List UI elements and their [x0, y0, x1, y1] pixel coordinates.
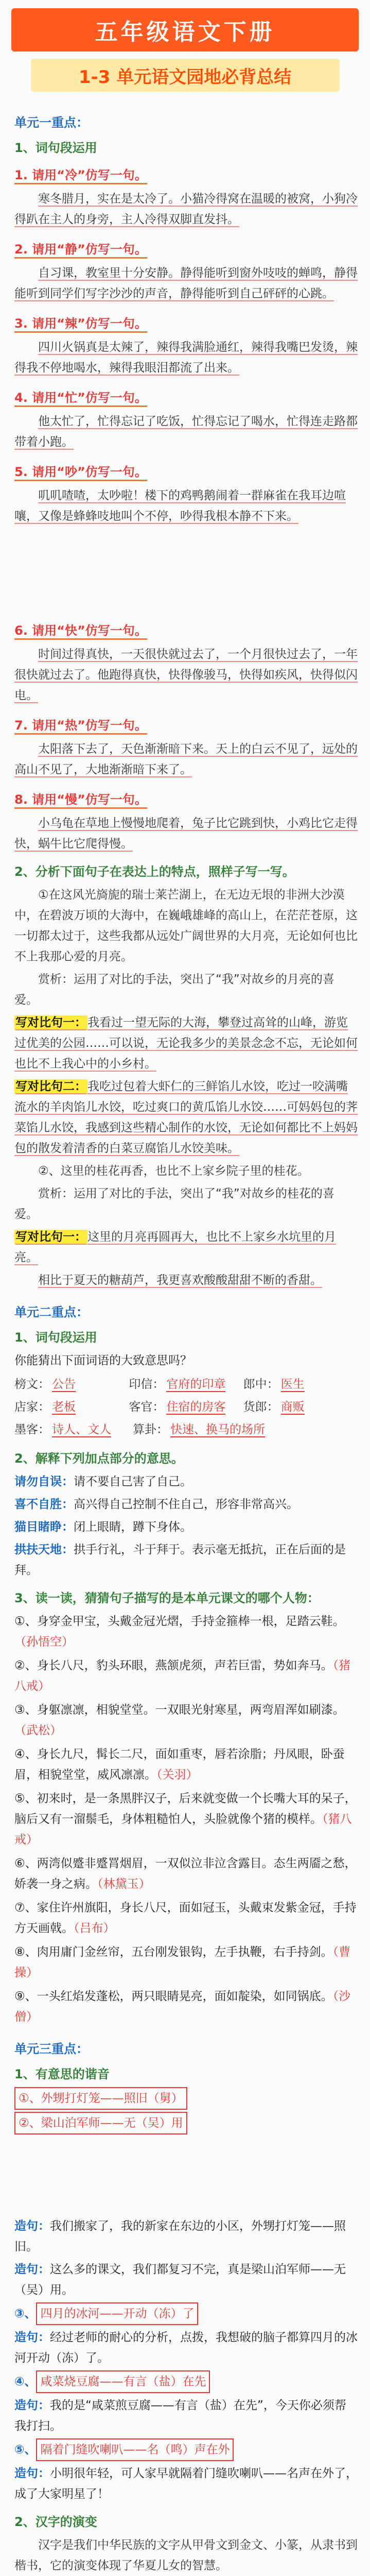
item-text: 小乌龟在草地上慢慢地爬着，兔子比它跳到快，小鸡比它走得快，蜗牛比它爬得慢。 [14, 817, 358, 851]
pun-sentence: 造句：我们搬家了，我的新家在东边的小区，外甥打灯笼——照旧。 [14, 2219, 346, 2253]
blank-gap [14, 2137, 358, 2214]
definition: 拱扶天地：拱手行礼，斗于拜于。表示毫无抵抗，正在后面的是拜。 [14, 1543, 346, 1577]
item-text: 自习课，教室里十分安静。静得能听到窗外吱吱的蝉鸣，静得能听到同学们写字沙沙的声音，静得能听到自己砰砰的心跳。 [14, 266, 358, 300]
unit2-sec1: 1、词句段运用 [14, 1330, 97, 1345]
character-desc: ⑦、家住许州旗阳，身长八尺，面如冠玉，头戴束发紫金冠，手持方天画戟。（吕布） [14, 1901, 357, 1935]
evolution-intro: 汉字是我们中华民族的文字从甲骨文到金文、小篆，从隶书到楷书，它的演变体现了华夏儿女的智慧。 [14, 2538, 358, 2572]
character-desc: ①、身穿金甲宝，头戴金冠光熠，手持金箍棒一根，足踏云鞋。（孙悟空） [14, 1615, 345, 1649]
character-desc: ⑥、两湾似蹙非蹙罥烟眉，一双似泣非泣含露目。态生两靥之愁，娇袭一身之病。（林黛玉） [14, 1857, 357, 1891]
pun-sentence: ④、 咸菜烧豆腐——有言（盐）在先 [14, 2370, 358, 2393]
item-head: 7. 请用“热”仿写一句。 [14, 715, 358, 735]
item-text: 叽叽喳喳，太吵啦！楼下的鸡鸭鹅闹着一群麻雀在我耳边喧嚷，又像是蜂蜂吱地叫个不停，吵得我根本静不下来。 [14, 489, 346, 523]
unit1-sec2: 2、分析下面句子在表达上的特点，照样子写一写。 [14, 865, 295, 879]
example-note: 赏析：运用了对比的手法，突出了“我”对故乡的桂花的喜爱。 [14, 1187, 334, 1221]
example-note: 赏析：运用了对比的手法，突出了“我”对故乡的月亮的喜爱。 [14, 973, 334, 1007]
item-text: 他太忙了，忙得忘记了吃饭，忙得忘记了喝水，忙得连走路都带着小跑。 [14, 415, 358, 449]
item-head: 3. 请用“辣”仿写一句。 [14, 313, 358, 333]
pun-sentence: 造句：小明很年轻，可人家早就隔着门缝吹喇叭——名声在外了，成了大家明星了！ [14, 2467, 358, 2501]
definition: 喜不自胜：高兴得自己控制不住自己，形容非常高兴。 [14, 1498, 298, 1511]
pun-sentence: ⑤、 隔着门缝吹喇叭——名（鸣）声在外 [14, 2438, 358, 2461]
main-content [0, 92, 370, 2576]
write-sentence: 写对比句一：我看过一望无际的大海，攀登过高耸的山峰，游览过优美的公园……可以说，无论我多少的美景念念不忘，无论如何也比不上我心中的小乡村。 [14, 1016, 358, 1071]
item-head: 8. 请用“慢”仿写一句。 [14, 789, 358, 809]
item-text: 寒冬腊月，实在是太冷了。小猫冷得窝在温暖的被窝，小狗冷得趴在主人的身旁，主人冷得双脚直发抖。 [14, 192, 358, 226]
unit3-sec2: 2、汉字的演变 [14, 2515, 97, 2529]
character-desc: ②、身长八尺，豹头环眼，燕颔虎须，声若巨雷，势如奔马。（猪八戒） [14, 1659, 351, 1693]
pun-sentence: 造句：我的是“咸菜煎豆腐——有言（盐）在先”，今天你必须帮我打扫。 [14, 2399, 346, 2433]
page-subtitle: 1-3 单元语文园地必背总结 [31, 59, 340, 92]
unit1-title: 单元一重点： [14, 115, 89, 130]
character-desc: ③、身躯凛凛，相貌堂堂。一双眼光射寒星，两弯眉浑如刷漆。（武松） [14, 1703, 345, 1737]
pun-phrase: ②、梁山泊军师——无（吴）用 [14, 2112, 358, 2134]
unit1-sec1: 1、词句段运用 [14, 141, 97, 155]
unit2-question: 你能猜出下面词语的大致意思吗？ [14, 1354, 192, 1367]
unit3-sec1: 1、有意思的谐音 [14, 2067, 110, 2081]
character-desc: ⑧、肉用庸门金丝帘，五台刚发银钩，左手执鞭，右手持剑。（曹操） [14, 1945, 351, 1979]
blank-gap [14, 529, 358, 611]
write-sentence-cont: 相比于夏天的糖葫芦，我更喜欢酸酸甜甜不断的香甜。 [38, 1274, 322, 1287]
item-text: 太阳落下去了，天色渐渐暗下来。天上的白云不见了，远处的高山不见了，大地渐渐暗下来了。 [14, 742, 358, 776]
write-sentence: 写对比句一：这里的月亮再圆再大，也比不上家乡水坑里的月亮。 [14, 1230, 336, 1264]
example-text: ②、这里的桂花再香，也比不上家乡院子里的桂花。 [38, 1164, 309, 1178]
unit2-title: 单元二重点： [14, 1305, 89, 1319]
pun-sentence: ③、 四月的冰河——开动（冻）了 [14, 2302, 358, 2325]
item-head: 6. 请用“快”仿写一句。 [14, 620, 358, 640]
unit2-sec3: 3、读一读，猜猜句子描写的是本单元课文的哪个人物： [14, 1591, 320, 1605]
character-desc: ⑨、一头红焰发蓬松，两只眼睛晃亮，面如靛染，如同锅底。（沙僧） [14, 1990, 351, 2024]
definition: 请勿自误：请不要自己害了自己。 [14, 1475, 192, 1488]
definition: 猫目睹睁：闭上眼睛，蹲下身体。 [14, 1520, 192, 1534]
pun-phrase: ①、外甥打灯笼——照旧（舅） [14, 2087, 358, 2110]
example-text: ①在这风光旖旎的瑞士莱芒湖上，在无边无垠的非洲大沙漠中，在碧波万顷的大海中，在巍峨雄峰的高山上，在茫茫苍原，这一切都太过于，这些我都从远处广阔世界的大月亮，无论如何也比不上我那心爱的月亮。 [14, 888, 358, 963]
unit3-title: 单元三重点： [14, 2042, 89, 2056]
character-desc: ④、身长九尺，髯长二尺，面如重枣，唇若涂脂；丹凤眼，卧蚕眉，相貌堂堂，威风凛凛。（关羽） [14, 1748, 345, 1782]
pun-sentence: 造句：这么多的课文，我们都复习不完，真是梁山泊军师——无（吴）用。 [14, 2263, 346, 2297]
unit2-sec2: 2、解释下列加点部分的意思。 [14, 1451, 184, 1466]
word-row: 店家： 老板 客官： 住宿的房客 货郎： 商贩 [14, 1400, 305, 1414]
page-title: 五年级语文下册 [95, 19, 275, 45]
item-text: 四川火锅真是太辣了，辣得我满脸通红，辣得我嘴巴发烫，辣得我不停地喝水，辣得我眼泪都流了出来。 [14, 341, 358, 375]
word-row: 墨客： 诗人、文人 算卦： 快速、换马的场所 [14, 1423, 265, 1436]
item-head: 5. 请用“吵”仿写一句。 [14, 462, 358, 481]
title-banner [11, 8, 359, 52]
item-head: 4. 请用“忙”仿写一句。 [14, 387, 358, 407]
pun-sentence: 造句：经过老师的耐心的分析，点拨，我想破的脑子都算四月的冰河开动（冻）了。 [14, 2331, 358, 2365]
write-sentence: 写对比句二：我吃过包着大虾仁的三鲜馅儿水饺，吃过一咬满嘴流水的羊肉馅儿水饺，吃过爽口的黄瓜馅儿水饺……可妈妈包的荠菜馅儿水饺，我感到这些精心制作的水饺，无论如何都比不上妈妈包的散发着清香的白菜豆腐馅儿水饺美味。 [14, 1080, 358, 1155]
character-desc: ⑤、初来时，是一条黑胖汉子，后来就变做一个长嘴大耳的呆子，脑后又有一溜鬃毛，身体粗糙怕人，头脸就像个猪的模样。（猪八戒） [14, 1792, 357, 1846]
item-head: 1. 请用“冷”仿写一句。 [14, 165, 358, 184]
item-head: 2. 请用“静”仿写一句。 [14, 239, 358, 259]
word-row: 榜文： 公告 印信： 官府的印章 郎中： 医生 [14, 1378, 305, 1391]
item-text: 时间过得真快，一天很快就过去了，一个月很快过去了，一年很快就过去了。他跑得真快，快得像骏马，快得如疾风，快得似闪电。 [14, 648, 358, 702]
